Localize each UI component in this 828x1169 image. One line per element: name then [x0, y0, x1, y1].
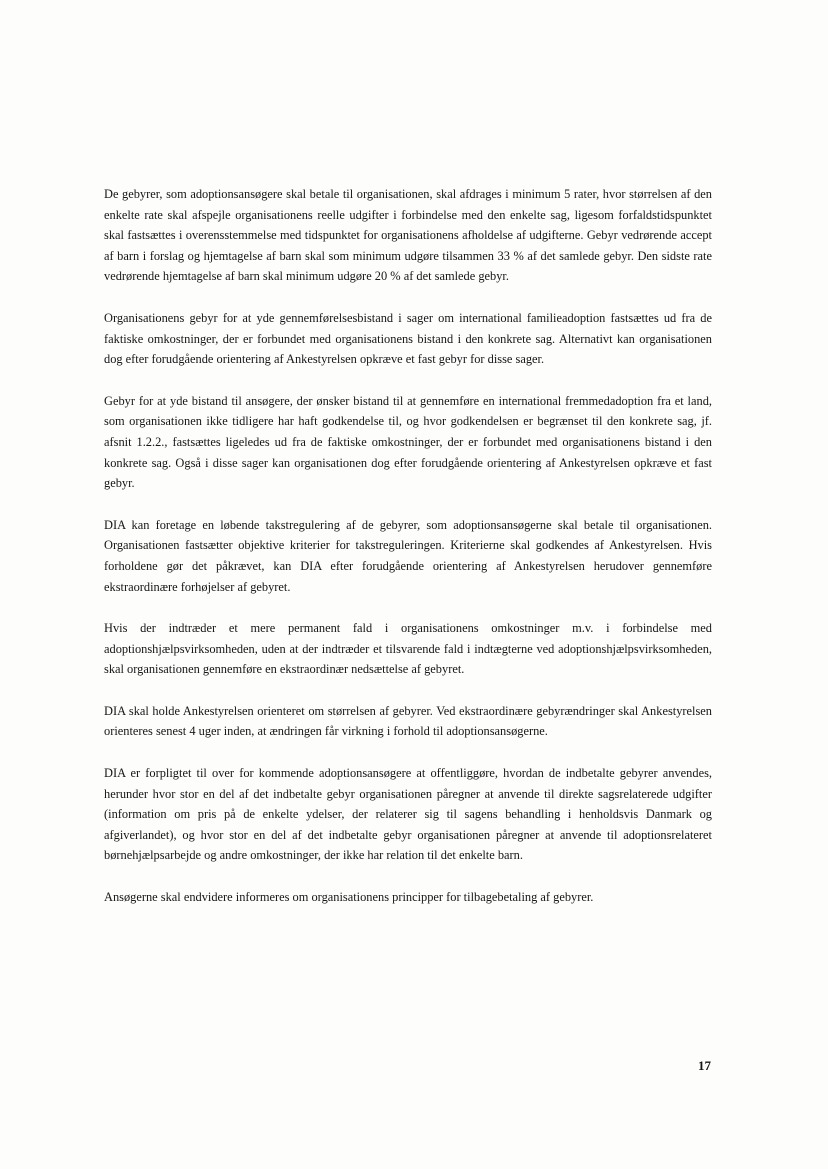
- paragraph-cost-decrease: Hvis der indtræder et mere permanent fald i organisationens omkostninger m.v. i forbindelse med adoptionshjælpsvirksomheden, uden at der indtræder et tilsvarende fald i indtægterne ved adoptionshjælpsvirksomheden, skal organisationen gennemføre en ekstraordinær nedsættelse af gebyret.: [104, 621, 712, 677]
- body-text: [104, 184, 712, 929]
- page-number: 17: [698, 1058, 711, 1073]
- paragraph-rate-regulation: DIA kan foretage en løbende takstregulering af de gebyrer, som adoptionsansøgerne skal betale til organisationen. Organisationen fastsætter objektive kriterier for takstreguleringen. Kriterierne skal godkendes af Ankestyrelsen. Hvis forholdene gør det påkrævet, kan DIA efter forudgående orientering af Ankestyrelsen herudover gennemføre ekstraordinære forhøjelser af gebyret.: [104, 517, 712, 594]
- paragraph-publication-duty: DIA er forpligtet til over for kommende adoptionsansøgere at offentliggøre, hvordan de indbetalte gebyrer anvendes, herunder hvor stor en del af det indbetalte gebyr organisationen påregner at anvende til direkte sagsrelaterede udgifter (information om pris på de enkelte ydelser, der relaterer sig til sagens behandling i henholdsvis Danmark og afgiverlandet), og hvor stor en del af det indbetalte gebyr organisationen påregner at anvende til adoptionsrelateret børnehjælpsarbejde og andre omkostninger, der ikke har relation til det enkelte barn.: [104, 766, 712, 863]
- paragraph-notify-authority: DIA skal holde Ankestyrelsen orienteret om størrelsen af gebyrer. Ved ekstraordinære gebyrændringer skal Ankestyrelsen orienteres senest 4 uger inden, at ændringen får virkning i forhold til adoptionsansøgerne.: [104, 703, 712, 739]
- paragraph-refund-principles: Ansøgerne skal endvidere informeres om organisationens principper for tilbagebetaling af gebyrer.: [104, 890, 594, 905]
- paragraph-fee-installments: De gebyrer, som adoptionsansøgere skal betale til organisationen, skal afdrages i minimum 5 rater, hvor størrelsen af den enkelte rate skal afspejle organisationens reelle udgifter i forbindelse med den enkelte sag, ligesom forfaldstidspunktet skal fastsættes i overensstemmelse med tidspunktet for organisationens afholdelse af udgifterne. Gebyr vedrørende accept af barn i forslag og hjemtagelse af barn skal som minimum udgøre tilsammen 33 % af det samlede gebyr. Den sidste rate vedrørende hjemtagelse af barn skal minimum udgøre 20 % af det samlede gebyr.: [104, 187, 712, 284]
- paragraph-family-adoption-fee: Organisationens gebyr for at yde gennemførelsesbistand i sager om international familieadoption fastsættes ud fra de faktiske omkostninger, der er forbundet med organisationens bistand i den konkrete sag. Alternativt kan organisationen dog efter forudgående orientering af Ankestyrelsen opkræve et fast gebyr for disse sager.: [104, 310, 712, 367]
- paragraph-new-country-fee: Gebyr for at yde bistand til ansøgere, der ønsker bistand til at gennemføre en international fremmedadoption fra et land, som organisationen ikke tidligere har haft godkendelse til, og hvor godkendelsen er begrænset til den konkrete sag, jf. afsnit 1.2.2., fastsættes ligeledes ud fra de faktiske omkostninger, der er forbundet med organisationens bistand i den konkrete sag. Også i disse sager kan organisationen dog efter forudgående orientering af Ankestyrelsen opkræve et fast gebyr.: [104, 393, 712, 491]
